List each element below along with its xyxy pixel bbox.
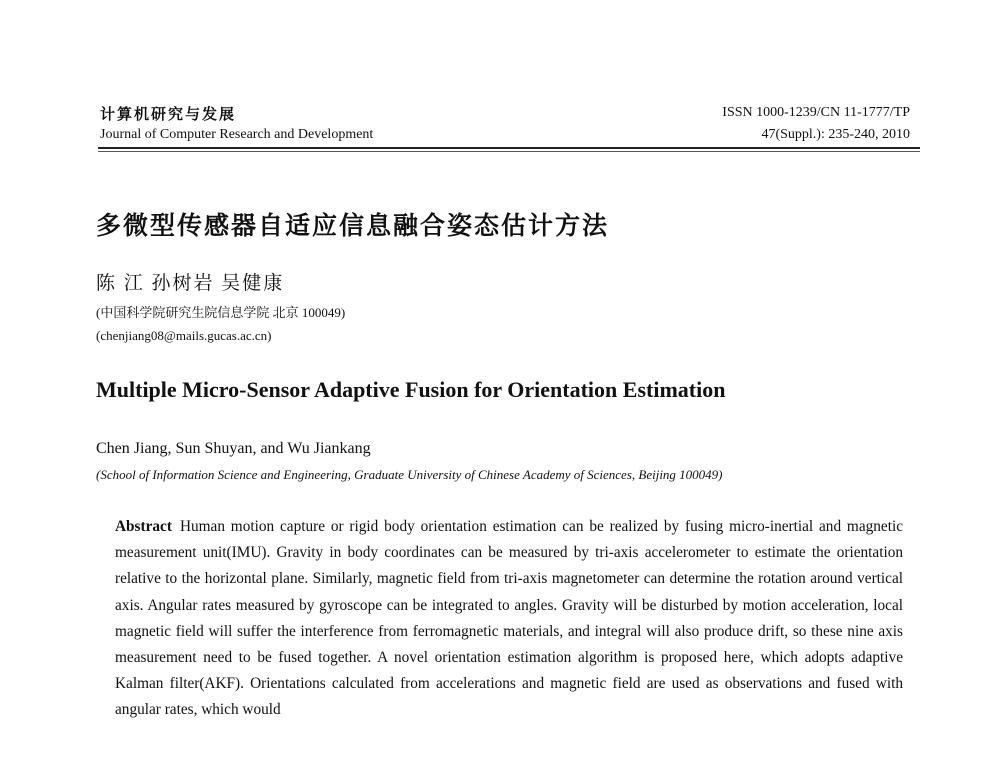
- paper-title-en: Multiple Micro-Sensor Adaptive Fusion for Orientation Estimation: [96, 377, 726, 402]
- journal-name-en: Journal of Computer Research and Development: [100, 127, 374, 142]
- abstract-text: Human motion capture or rigid body orientation estimation can be realized by fusing micro-inertial and magnetic measurement unit(IMU). Gravity in body coordinates can be measured by tri-axis accelerometer to estimate the orientation relative to the horizontal plane. Similarly, magnetic field from tri-axis magnetometer can determine the rotation around vertical axis. Angular rates measured by gyroscope can be integrated to angles. Gravity will be disturbed by motion acceleration, local magnetic field will suffer the interference from ferromagnetic materials, and integral will also produce drift, so these nine axis measurement need to be fused together. A novel orientation estimation algorithm is proposed here, which adopts adaptive Kalman filter(AKF). Orientations calculated from accelerations and magnetic field are used as observations and fused with angular rates, which would: [115, 518, 903, 719]
- abstract: [115, 514, 903, 724]
- author-email: (chenjiang08@mails.gucas.ac.cn): [96, 328, 272, 343]
- affiliation-en: (School of Information Science and Engineering, Graduate University of Chinese Academy of Sciences, Beijing 100049): [96, 467, 723, 482]
- authors-en: Chen Jiang, Sun Shuyan, and Wu Jiankang: [96, 440, 371, 457]
- paper-title-cn: 多微型传感器自适应信息融合姿态估计方法: [96, 211, 610, 240]
- authors-cn: 陈 江 孙树岩 吴健康: [96, 273, 285, 294]
- header-rule-thick: [98, 147, 920, 149]
- header-rule-thin: [98, 151, 920, 152]
- issn-line: ISSN 1000-1239/CN 11-1777/TP: [722, 105, 910, 120]
- volume-line: 47(Suppl.): 235-240, 2010: [761, 127, 910, 142]
- journal-name-cn: 计算机研究与发展: [100, 107, 237, 123]
- abstract-label: Abstract: [115, 518, 172, 535]
- affiliation-cn: (中国科学院研究生院信息学院 北京 100049): [96, 305, 346, 320]
